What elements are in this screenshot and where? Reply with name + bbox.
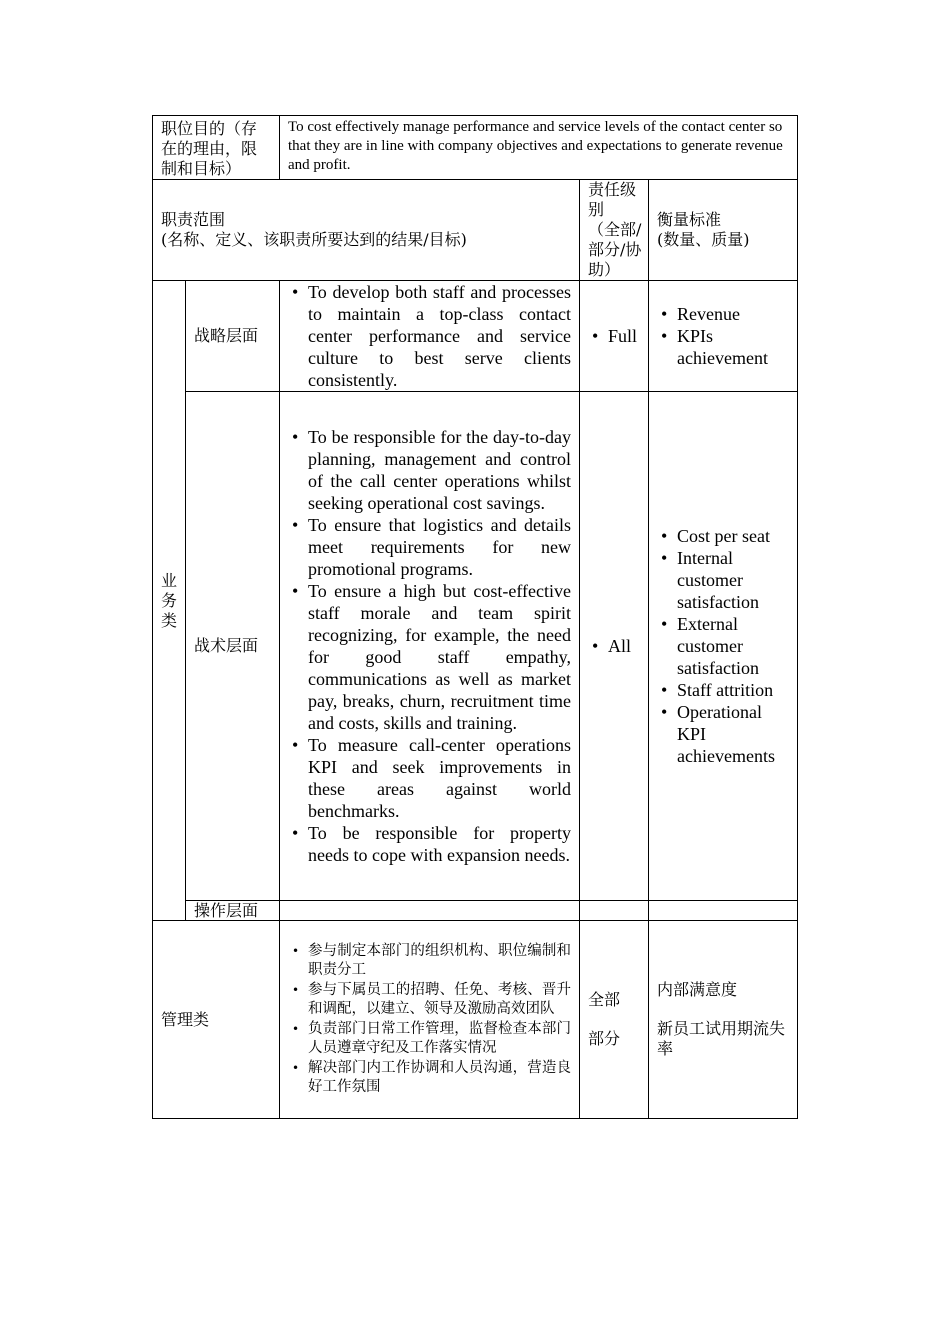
- strategic-label: 战略层面: [186, 281, 280, 392]
- tactical-level-value: All: [608, 636, 632, 656]
- measure-item: • KPIs achievement: [661, 326, 768, 368]
- duty-item: • 参与制定本部门的组织机构、职位编制和职责分工: [292, 942, 572, 978]
- management-category: 管理类: [153, 921, 280, 1119]
- measure-item: • External customer satisfaction: [661, 614, 759, 678]
- measure-item: • Staff attrition: [661, 680, 774, 700]
- operational-label: 操作层面: [186, 901, 280, 921]
- scope-subtitle: (名称、定义、该职责所要达到的结果/目标): [161, 230, 467, 249]
- level-header: [580, 180, 649, 281]
- measure-item: • Operational KPI achievements: [661, 702, 775, 766]
- tactical-level: • All: [580, 392, 649, 901]
- operational-row: [153, 901, 798, 921]
- scope-header: [153, 180, 580, 281]
- strategic-duties: [280, 281, 580, 392]
- strategic-level-value: Full: [608, 326, 638, 346]
- strategic-level: • Full: [580, 281, 649, 392]
- purpose-row: [153, 116, 798, 180]
- duty-item: • To ensure a high but cost-effective staff morale and team spirit recognizing, for example, the need for good staff empathy, communications as well as market pay, breaks, churn, recruitment time and costs, skills and training.: [292, 581, 572, 733]
- strategic-row: [153, 281, 798, 392]
- measure-item: • Cost per seat: [661, 526, 770, 546]
- business-category-label: 业务类: [161, 570, 178, 630]
- measure-title: 衡量标准: [657, 210, 722, 229]
- tactical-label: 战术层面: [186, 392, 280, 901]
- duty-item: • 参与下属员工的招聘、任免、考核、晋升和调配，以建立、领导及激励高效团队: [292, 981, 572, 1017]
- management-duties: [280, 921, 580, 1119]
- duty-item: • 负责部门日常工作管理，监督检查本部门人员遵章守纪及工作落实情况: [292, 1020, 572, 1056]
- duty-item: • To measure call-center operations KPI and seek improvements in these areas against world benchmarks.: [292, 735, 572, 821]
- duty-item: • To be responsible for property needs to cope with expansion needs.: [292, 823, 572, 865]
- purpose-label: 职位目的（存在的理由，限制和目标）: [153, 116, 280, 180]
- tactical-duties: [280, 392, 580, 901]
- management-level-1: 全部: [588, 990, 621, 1009]
- business-category: [153, 281, 186, 921]
- measure-item: • Internal customer satisfaction: [661, 548, 759, 612]
- job-description-table: [152, 115, 798, 1119]
- measure-subtitle: (数量、质量): [657, 230, 750, 249]
- tactical-row: [153, 392, 798, 901]
- measure-header: [649, 180, 798, 281]
- strategic-measures: [649, 281, 798, 392]
- management-measure-1: 内部满意度: [657, 980, 738, 999]
- operational-measures: [649, 901, 798, 921]
- operational-level: [580, 901, 649, 921]
- purpose-text: To cost effectively manage performance and service levels of the contact center so that they are in line with company objectives and expectations to generate revenue and profit.: [280, 116, 798, 180]
- duty-item: • 解决部门内工作协调和人员沟通，营造良好工作氛围: [292, 1059, 572, 1095]
- management-row: [153, 921, 798, 1119]
- scope-title: 职责范围: [161, 210, 226, 229]
- management-level: [580, 921, 649, 1119]
- level-subtitle: （全部/部分/协助）: [588, 220, 642, 279]
- duty-item: • To ensure that logistics and details meet requirements for new promotional programs.: [292, 515, 572, 579]
- operational-duties: [280, 901, 580, 921]
- duty-item: • To be responsible for the day-to-day planning, management and control of the call center operations whilst seeking operational cost savings.: [292, 427, 572, 513]
- duty-item: • To develop both staff and processes to maintain a top-class contact center performance and service culture to best serve clients consistently.: [292, 282, 572, 390]
- tactical-measures: [649, 392, 798, 901]
- management-measure-2: 新员工试用期流失率: [657, 1019, 786, 1058]
- management-measures: [649, 921, 798, 1119]
- measure-item: • Revenue: [661, 304, 740, 324]
- management-level-2: 部分: [588, 1029, 621, 1048]
- header-row: [153, 180, 798, 281]
- level-title: 责任级别: [588, 180, 637, 219]
